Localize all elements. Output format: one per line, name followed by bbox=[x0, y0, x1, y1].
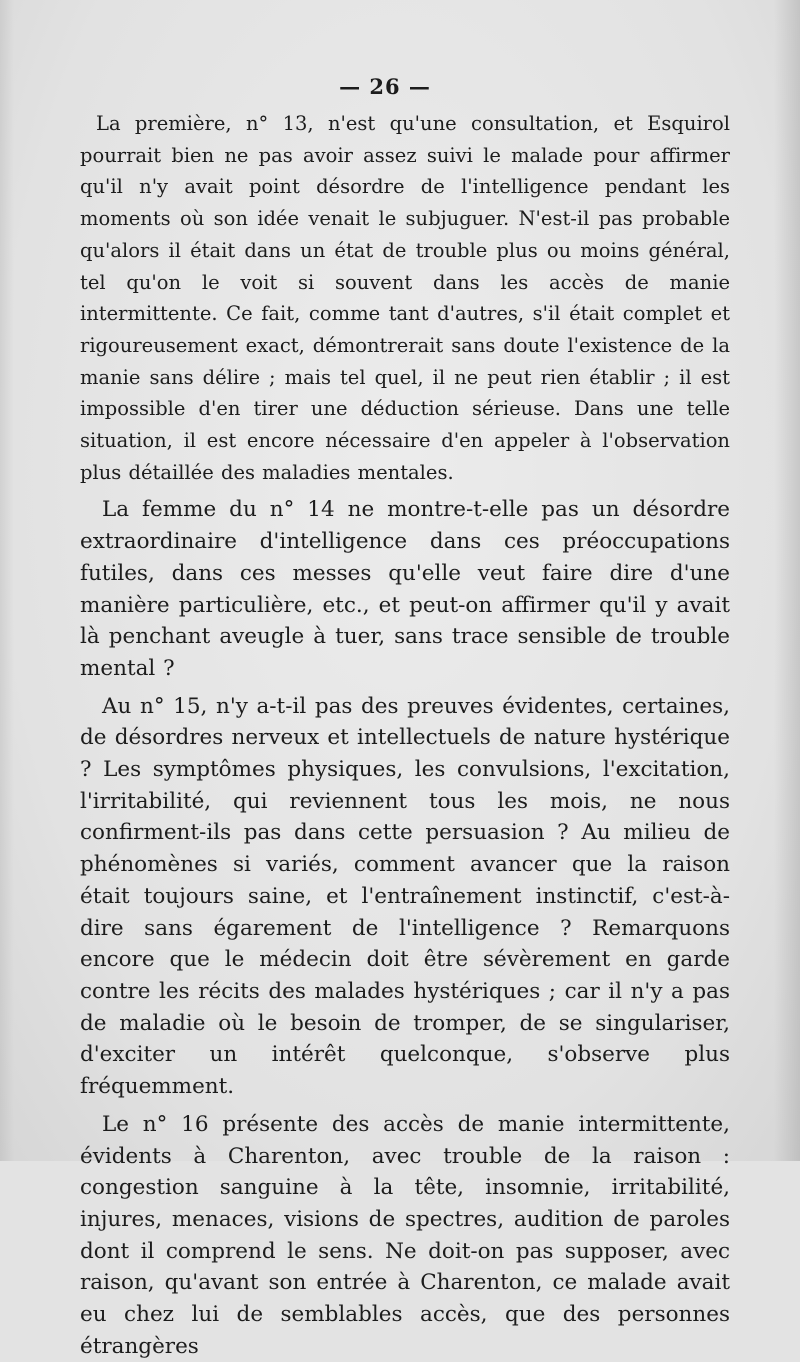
paragraph: Le n° 16 présente des accès de manie intermittente, évidents à Charenton, avec trouble de la raison : congestion sanguine à la tête, insomnie, irritabilité, injures, menaces, visions de spectres, audition de paroles dont il comprend le sens. Ne doit-on pas supposer, avec raison, qu'avant son entrée à Charenton, ce malade avait eu chez lui de semblables accès, que des personnes étrangères bbox=[80, 1111, 730, 1359]
paragraph: La femme du n° 14 ne montre-t-elle pas un désordre extraordinaire d'intelligence dans ces préoccupations futiles, dans ces messes qu'elle veut faire dire d'une manière particulière, etc., et peut-on affirmer qu'il y avait là penchant aveugle à tuer, sans trace sensible de trouble mental ? bbox=[80, 497, 730, 681]
paragraph: Au n° 15, n'y a-t-il pas des preuves évidentes, certaines, de désordres nerveux et intellectuels de nature hystérique ? Les symptômes physiques, les convulsions, l'excitation, l'irritabilité, qui reviennent tous les mois, ne nous confirment-ils pas dans cette persuasion ? Au milieu de phénomènes si variés, comment avancer que la raison était toujours saine, et l'entraînement instinctif, c'est-à-dire sans égarement de l'intelligence ? Remarquons encore que le médecin doit être sévèrement en garde contre les récits des malades hystériques ; car il n'y a pas de maladie où le besoin de tromper, de se singulariser, d'exciter un intérêt quelconque, s'observe plus fréquemment. bbox=[80, 693, 730, 1100]
paragraph: La première, n° 13, n'est qu'une consultation, et Esquirol pourrait bien ne pas avoir assez suivi le malade pour affirmer qu'il n'y avait point désordre de l'intelligence pendant les moments où son idée venait le subjuguer. N'est-il pas probable qu'alors il était dans un état de trouble plus ou moins général, tel qu'on le voit si souvent dans les accès de manie intermittente. Ce fait, comme tant d'autres, s'il était complet et rigoureusement exact, démontrerait sans doute l'existence de la manie sans délire ; mais tel quel, il ne peut rien établir ; il est impossible d'en tirer une déduction sérieuse. Dans une telle situation, il est encore nécessaire d'en appeler à l'observation plus détaillée des maladies mentales. bbox=[80, 112, 730, 484]
page-left-shadow bbox=[0, 0, 14, 1161]
page-number: — 26 — bbox=[339, 74, 431, 99]
body-text bbox=[80, 108, 730, 1362]
page-right-shadow bbox=[774, 0, 800, 1161]
